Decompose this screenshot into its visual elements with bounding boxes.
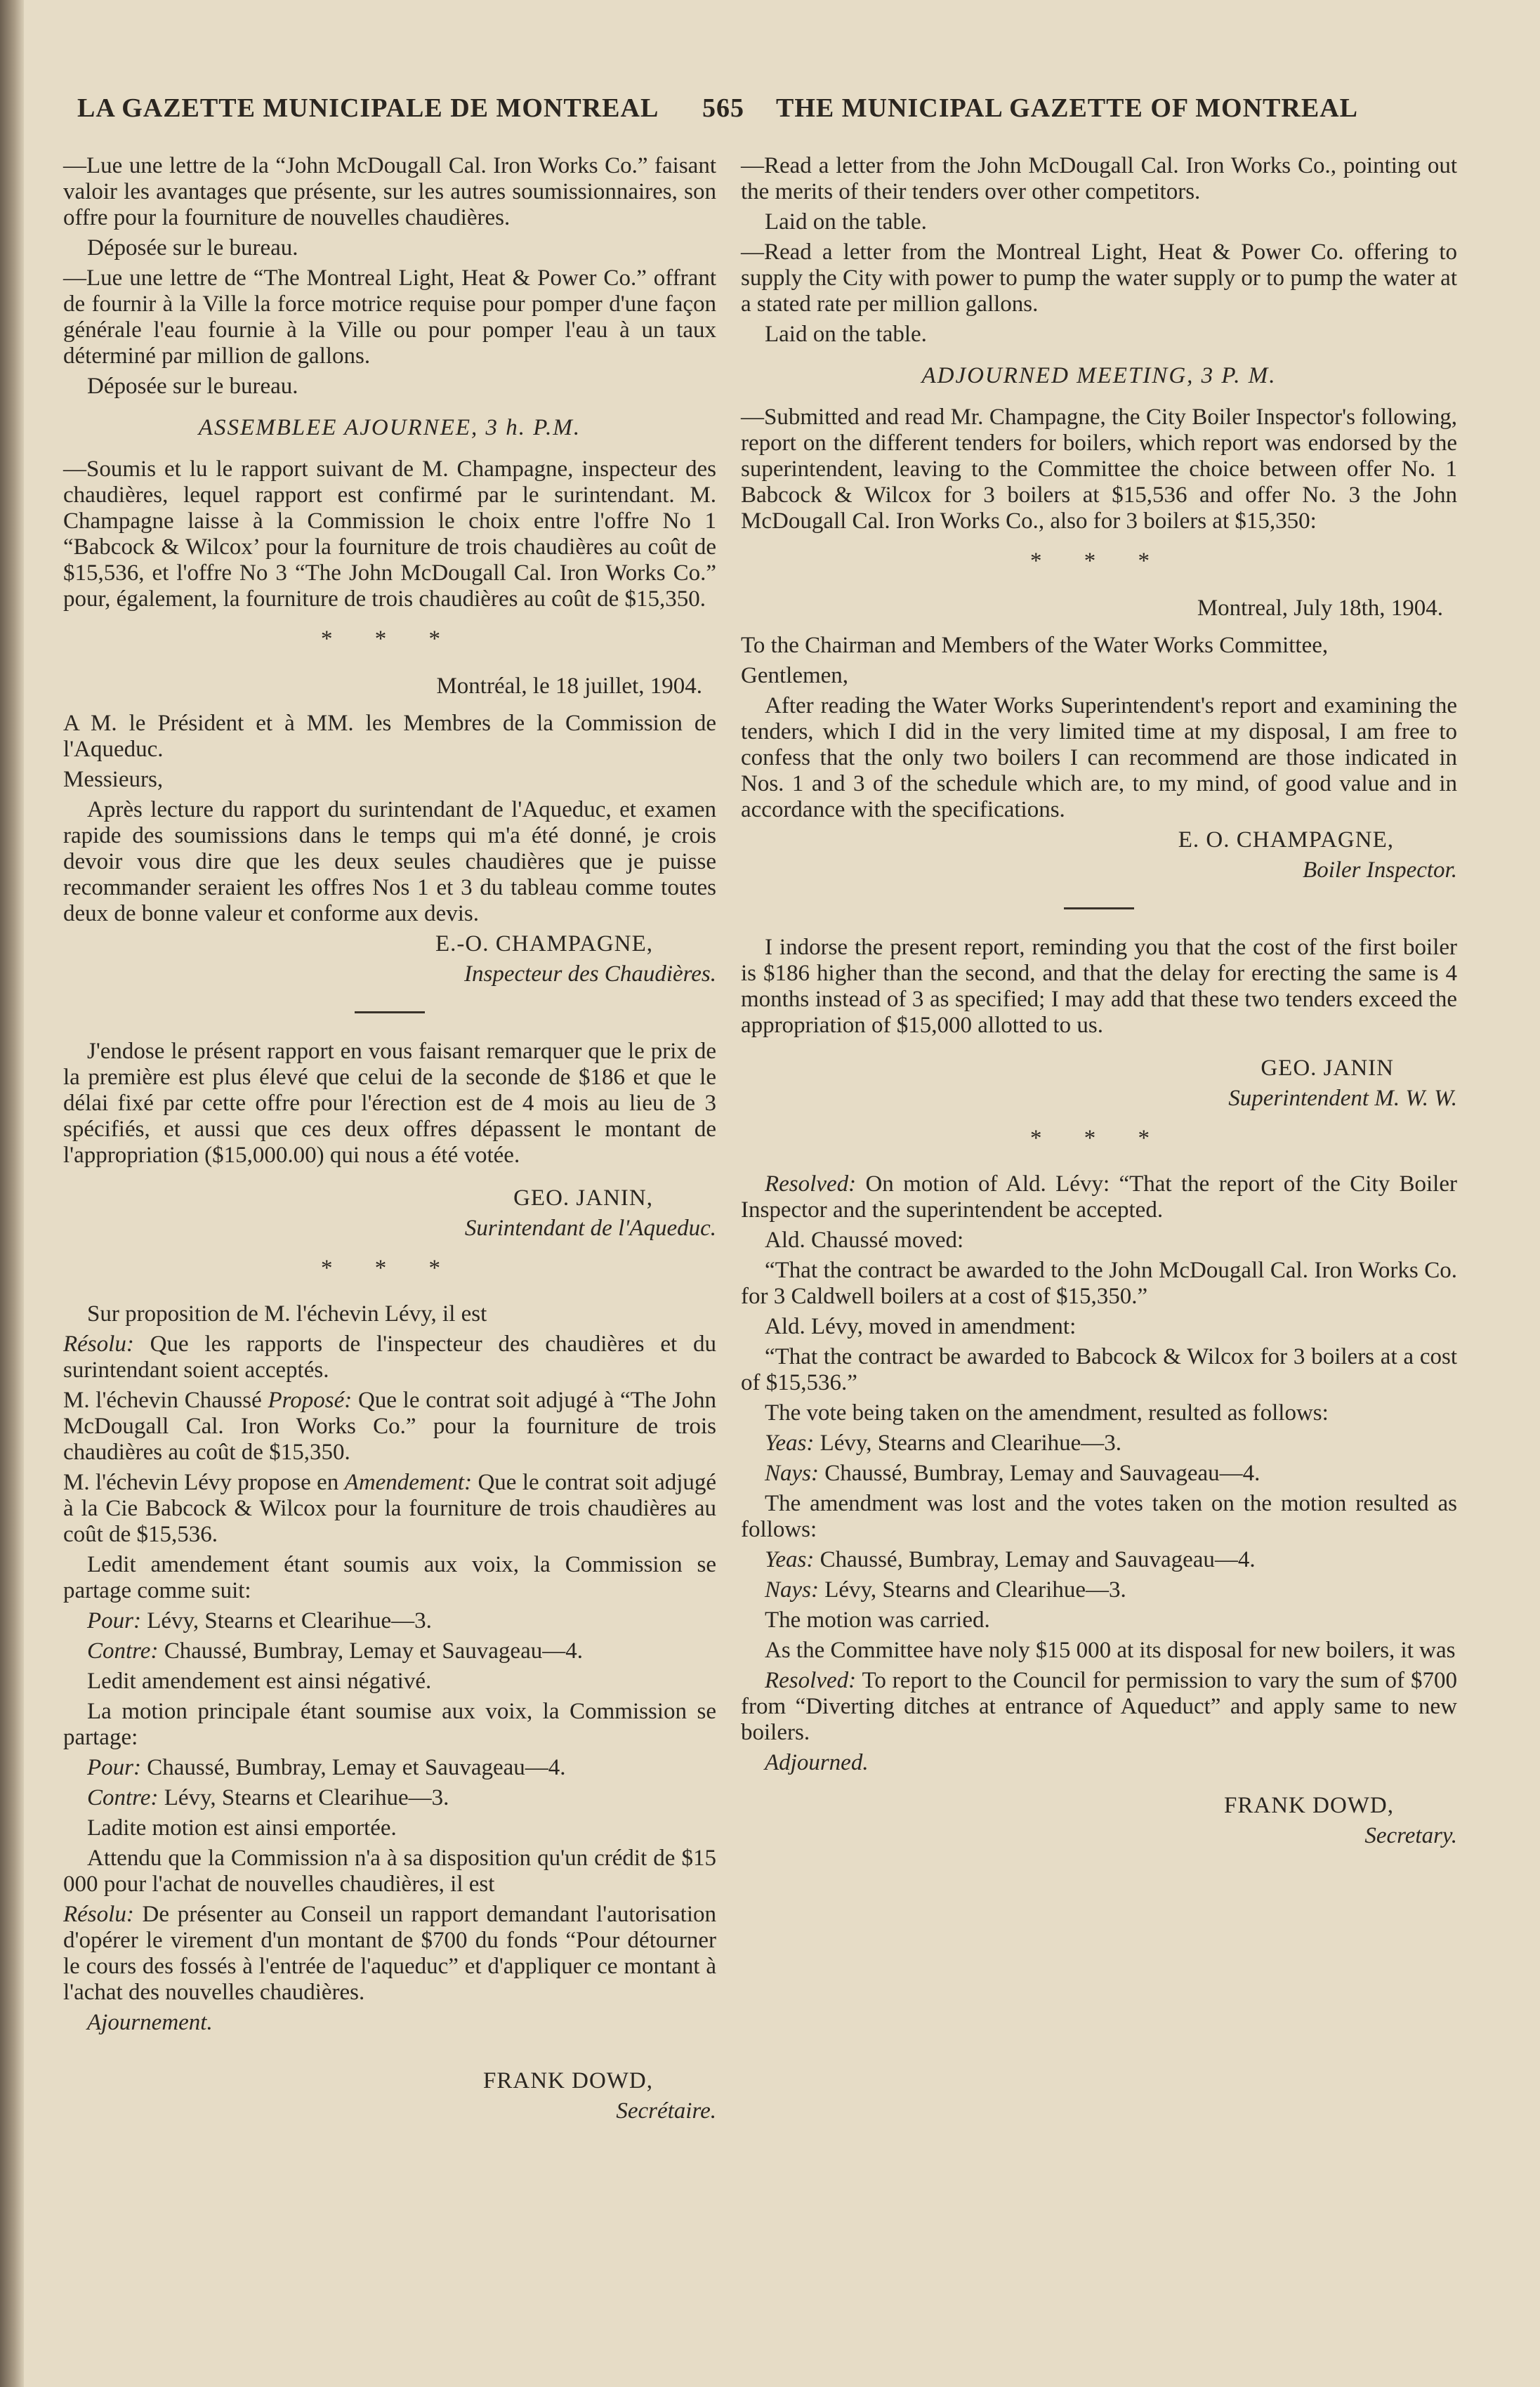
fr-filed-2: Déposée sur le bureau. bbox=[87, 374, 298, 399]
fr-vote-for-2: Pour: Chaussé, Bumbray, Lemay et Sauvageau—4. bbox=[87, 1755, 566, 1780]
en-signature-secretary-title: Secretary. bbox=[1364, 1823, 1457, 1848]
fr-janin-endorsement: J'endose le présent rapport en vous faisant remarquer que le prix de la première est plus élevé que celui de la seconde de $186 et que le délai fixé par cette offre pour l'érection est de 4 mois au lieu de 3 spécifiés, et aussi que ces deux offres dépassent le montant de l'appropriation ($15,000.00) qui nous a été votée. bbox=[63, 1039, 716, 1168]
fr-filed-1: Déposée sur le bureau. bbox=[87, 235, 298, 261]
en-yeas-2: Yeas: Chaussé, Bumbray, Lemay and Sauvageau—4. bbox=[765, 1547, 1256, 1572]
fr-resolved-label: Résolu: bbox=[63, 1331, 134, 1357]
fr-separator-stars-2: * * * bbox=[321, 1256, 459, 1281]
page-header bbox=[77, 93, 1411, 135]
fr-vote-against-1: Contre: Chaussé, Bumbray, Lemay et Sauvageau—4. bbox=[87, 1638, 583, 1664]
fr-divider bbox=[355, 1011, 425, 1013]
english-column bbox=[741, 153, 1457, 1853]
en-signature-janin-title: Superintendent M. W. W. bbox=[1228, 1086, 1457, 1111]
en-salutation: Gentlemen, bbox=[741, 663, 849, 688]
fr-main-motion-vote: La motion principale étant soumise aux voix, la Commission se partage: bbox=[63, 1699, 716, 1750]
fr-proposed: M. l'échevin Chaussé Proposé: Que le contrat soit adjugé à “The John McDougall Cal. Iron Works Co.” pour la fourniture de trois chaudières au coût de $15,350. bbox=[63, 1388, 717, 1465]
fr-motion-levy: Sur proposition de M. l'échevin Lévy, il est bbox=[87, 1301, 487, 1327]
en-report-body: After reading the Water Works Superintendent's report and examining the tenders, which I did in the very limited time at my disposal, I am free to confess that the only two boilers I can recommend are those indicated in Nos. 1 and 3 of the schedule which are, to my mind, of good value and in accordance with the specifications. bbox=[741, 693, 1457, 822]
en-amendment-lost: The amendment was lost and the votes taken on the motion resulted as follows: bbox=[741, 1491, 1457, 1542]
fr-letter-mcdougall: —Lue une lettre de la “John McDougall Cal. Iron Works Co.” faisant valoir les avantages que présente, sur les autres soumissionnaires, son offre pour la fourniture de nouvelles chaudières. bbox=[63, 153, 716, 230]
header-french-title: LA GAZETTE MUNICIPALE DE MONTREAL bbox=[77, 93, 659, 123]
en-nays-2: Nays: Lévy, Stearns and Clearihue—3. bbox=[765, 1577, 1126, 1603]
fr-motion-carried: Ladite motion est ainsi emportée. bbox=[87, 1815, 397, 1841]
en-letter-mcdougall: —Read a letter from the John McDougall Cal. Iron Works Co., pointing out the merits of their tenders over other competitors. bbox=[741, 153, 1457, 204]
fr-signature-secretary-title: Secrétaire. bbox=[616, 2098, 716, 2124]
en-laid-2: Laid on the table. bbox=[765, 322, 927, 347]
en-adjourned-heading: ADJOURNED MEETING, 3 P. M. bbox=[921, 363, 1277, 388]
fr-adjourned-heading: ASSEMBLEE AJOURNEE, 3 h. P.M. bbox=[198, 415, 581, 440]
en-motion-carried: The motion was carried. bbox=[765, 1607, 990, 1633]
fr-report-body: Après lecture du rapport du surintendant de l'Aqueduc, et examen rapide des soumissions dans le temps qui m'a été donné, je crois devoir vous dire que les deux seules chaudières que je puisse recommander seraient les offres Nos 1 et 3 du tableau comme toutes deux de bonne valeur et conforme aux devis. bbox=[63, 797, 716, 926]
en-separator-stars-2: * * * bbox=[1030, 1126, 1168, 1151]
en-separator-stars-1: * * * bbox=[1030, 548, 1168, 574]
fr-vote-amendment: Ledit amendement étant soumis aux voix, la Commission se partage comme suit: bbox=[63, 1552, 716, 1603]
fr-resolved-2: Résolu: De présenter au Conseil un rapport demandant l'autorisation d'opérer le virement d'un montant de $700 du fonds “Pour détourner le cours des fossés à l'entrée de l'aqueduc” et d'appliquer ce montant à l'achat des nouvelles chaudières. bbox=[63, 1902, 716, 2005]
fr-signature-champagne: E.-O. CHAMPAGNE, bbox=[435, 931, 653, 956]
en-adjourned: Adjourned. bbox=[765, 1750, 869, 1775]
fr-vote-for-1: Pour: Lévy, Stearns et Clearihue—3. bbox=[87, 1608, 432, 1633]
fr-letter-montreal-light: —Lue une lettre de “The Montreal Light, Heat & Power Co.” offrant de fournir à la Ville la force motrice requise pour pomper d'une façon générale l'eau fournie à la Ville ou pour pomper l'eau à un taux déterminé par million de gallons. bbox=[63, 265, 716, 369]
en-janin-endorsement: I indorse the present report, reminding you that the cost of the first boiler is $186 higher than the second, and that the delay for erecting the same is 4 months instead of 3 as specified; I may add that these two tenders exceed the appropriation of $15,000 allotted to us. bbox=[741, 935, 1457, 1038]
en-levy-amendment: Ald. Lévy, moved in amendment: bbox=[765, 1314, 1077, 1339]
en-yeas-1: Yeas: Lévy, Stearns and Clearihue—3. bbox=[765, 1431, 1122, 1456]
fr-champagne-report-intro: —Soumis et lu le rapport suivant de M. Champagne, inspecteur des chaudières, lequel rapport est confirmé par le surintendant. M. Champagne laisse à la Commission le choix entre l'offre No 1 “Babcock & Wilcox’ pour la fourniture de trois chaudières au coût de $15,536, et l'offre No 3 “The John McDougall Cal. Iron Works Co.” pour, également, la fourniture de trois chaudières au coût de $15,350. bbox=[63, 456, 716, 612]
en-contract-mcdougall: “That the contract be awarded to the John McDougall Cal. Iron Works Co. for 3 Caldwell boilers at a cost of $15,350.” bbox=[741, 1258, 1457, 1309]
fr-separator-stars-1: * * * bbox=[321, 626, 459, 652]
en-signature-secretary: FRANK DOWD, bbox=[1224, 1793, 1394, 1818]
fr-signature-janin: GEO. JANIN, bbox=[513, 1185, 653, 1211]
fr-dateline: Montréal, le 18 juillet, 1904. bbox=[436, 673, 702, 699]
fr-resolved-1: Résolu: Que les rapports de l'inspecteur des chaudières et du surintendant soient acceptés. bbox=[63, 1331, 716, 1383]
fr-vote-against-2: Contre: Lévy, Stearns et Clearihue—3. bbox=[87, 1785, 449, 1810]
en-divider bbox=[1064, 907, 1134, 909]
fr-amendment: M. l'échevin Lévy propose en Amendement: Que le contrat soit adjugé à la Cie Babcock & Wilcox pour la fourniture de trois chaudières au coût de $15,536. bbox=[63, 1470, 717, 1547]
header-english-title: THE MUNICIPAL GAZETTE OF MONTREAL bbox=[776, 93, 1358, 123]
fr-whereas: Attendu que la Commission n'a à sa disposition qu'un crédit de $15 000 pour l'achat de nouvelles chaudières, il est bbox=[63, 1846, 716, 1897]
en-dateline: Montreal, July 18th, 1904. bbox=[1197, 596, 1443, 621]
en-champagne-report-intro: —Submitted and read Mr. Champagne, the City Boiler Inspector's following, report on the different tenders for boilers, which report was endorsed by the superintendent, leaving to the Committee the choice between offer No. 1 Babcock & Wilcox for 3 boilers at $15,536 and offer No. 3 the John McDougall Cal. Iron Works Co., also for 3 boilers at $15,350: bbox=[741, 405, 1457, 534]
en-resolved-1: Resolved: On motion of Ald. Lévy: “That the report of the City Boiler Inspector and the superintendent be accepted. bbox=[741, 1171, 1457, 1223]
en-as-committee: As the Committee have noly $15 000 at its disposal for new boilers, it was bbox=[765, 1638, 1456, 1663]
french-column bbox=[63, 153, 716, 2129]
en-signature-champagne: E. O. CHAMPAGNE, bbox=[1178, 827, 1394, 853]
en-signature-champagne-title: Boiler Inspector. bbox=[1303, 857, 1457, 883]
en-chausse-moved: Ald. Chaussé moved: bbox=[765, 1228, 964, 1253]
fr-amendment-lost: Ledit amendement est ainsi négativé. bbox=[87, 1669, 432, 1694]
fr-signature-janin-title: Surintendant de l'Aqueduc. bbox=[464, 1216, 716, 1241]
page-gutter bbox=[0, 0, 24, 2387]
fr-address: A M. le Président et à MM. les Membres de la Commission de l'Aqueduc. bbox=[63, 711, 716, 762]
en-contract-babcock: “That the contract be awarded to Babcock & Wilcox for 3 boilers at a cost of $15,536.” bbox=[741, 1344, 1457, 1395]
en-signature-janin: GEO. JANIN bbox=[1261, 1056, 1394, 1081]
page-number: 565 bbox=[702, 93, 744, 123]
en-vote-amendment: The vote being taken on the amendment, resulted as follows: bbox=[765, 1400, 1329, 1426]
fr-adjournment: Ajournement. bbox=[87, 2010, 213, 2035]
en-resolved-2: Resolved: To report to the Council for permission to vary the sum of $700 from “Diverting ditches at entrance of Aqueduct” and apply same to new boilers. bbox=[741, 1668, 1457, 1745]
en-nays-1: Nays: Chaussé, Bumbray, Lemay and Sauvageau—4. bbox=[765, 1461, 1261, 1486]
en-laid-1: Laid on the table. bbox=[765, 209, 927, 235]
en-address: To the Chairman and Members of the Water Works Committee, bbox=[741, 633, 1329, 658]
fr-signature-champagne-title: Inspecteur des Chaudières. bbox=[464, 961, 716, 987]
fr-salutation: Messieurs, bbox=[63, 767, 164, 792]
fr-signature-secretary: FRANK DOWD, bbox=[483, 2068, 653, 2093]
en-letter-montreal-light: —Read a letter from the Montreal Light, Heat & Power Co. offering to supply the City with power to pump the water supply or to pump the water at a stated rate per million gallons. bbox=[741, 239, 1457, 317]
